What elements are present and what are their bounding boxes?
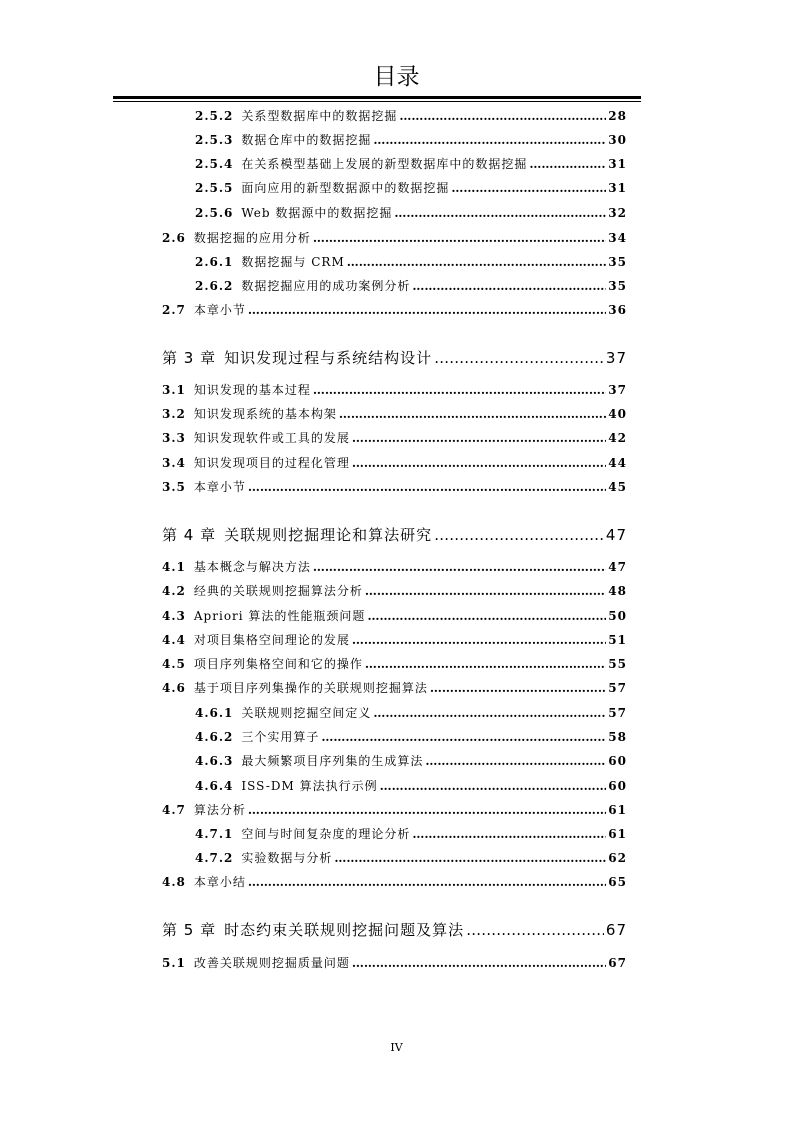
toc-entry[interactable]: 2.6.2 数据挖掘应用的成功案例分析 ………………………………………………………………………………………………………………………………………………………… 35 <box>195 278 627 294</box>
leader-dots <box>434 348 604 368</box>
toc-entry[interactable]: 4.7 算法分析 ………………………………………………………………………………………………………………………………………………………… 61 <box>162 802 627 818</box>
leader-dots <box>365 583 606 599</box>
leader-dots <box>394 205 606 221</box>
leader-dots <box>339 406 606 422</box>
leader-dots <box>352 430 606 446</box>
toc-entry[interactable]: 3.5 本章小节 ………………………………………………………………………………………………………………………………………………………… 45 <box>162 479 627 495</box>
toc-chapter-entry[interactable]: 第 5 章 时态约束关联规则挖掘问题及算法 ………………………………………………………………………………………………………………………………………………………… 67 <box>162 920 627 940</box>
toc-entry[interactable]: 2.5.2 关系型数据库中的数据挖掘 ………………………………………………………………………………………………………………………………………………………… 28 <box>195 108 627 124</box>
leader-dots <box>373 132 606 148</box>
toc-entry[interactable]: 4.8 本章小结 ………………………………………………………………………………………………………………………………………………………… 65 <box>162 874 627 890</box>
leader-dots <box>451 180 606 196</box>
toc-entry[interactable]: 2.5.5 面向应用的新型数据源中的数据挖掘 ………………………………………………………………………………………………………………………………………………………… 31 <box>195 180 627 196</box>
toc-entry[interactable]: 4.1 基本概念与解决方法 ………………………………………………………………………………………………………………………………………………………… 47 <box>162 559 627 575</box>
toc-entry[interactable]: 3.4 知识发现项目的过程化管理 ………………………………………………………………………………………………………………………………………………………… 44 <box>162 455 627 471</box>
leader-dots <box>466 920 604 940</box>
toc-entry[interactable]: 2.5.6 Web 数据源中的数据挖掘 ………………………………………………………………………………………………………………………………………………………… 32 <box>195 205 627 221</box>
toc-entry[interactable]: 4.4 对项目集格空间理论的发展 ………………………………………………………………………………………………………………………………………………………… 51 <box>162 632 627 648</box>
leader-dots <box>399 108 606 124</box>
leader-dots <box>313 382 606 398</box>
toc-entry[interactable]: 2.7 本章小节 ………………………………………………………………………………………………………………………………………………………… 36 <box>162 302 627 318</box>
toc-entry[interactable]: 4.6.1 关联规则挖掘空间定义 ………………………………………………………………………………………………………………………………………………………… 57 <box>195 705 627 721</box>
leader-dots <box>248 802 606 818</box>
toc-entry[interactable]: 4.6.2 三个实用算子 ………………………………………………………………………………………………………………………………………………………… 58 <box>195 729 627 745</box>
leader-dots <box>430 680 606 696</box>
toc-chapter-entry[interactable]: 第 4 章 关联规则挖掘理论和算法研究 ………………………………………………………………………………………………………………………………………………………… 47 <box>162 525 627 545</box>
leader-dots <box>367 608 606 624</box>
toc-entry[interactable]: 4.6.3 最大频繁项目序列集的生成算法 ………………………………………………………………………………………………………………………………………………………… 60 <box>195 753 627 769</box>
leader-dots <box>248 479 606 495</box>
page-number: IV <box>390 1041 403 1054</box>
toc-entry[interactable]: 3.1 知识发现的基本过程 ………………………………………………………………………………………………………………………………………………………… 37 <box>162 382 627 398</box>
leader-dots <box>425 753 606 769</box>
leader-dots <box>248 874 606 890</box>
toc-entry[interactable]: 5.1 改善关联规则挖掘质量问题 ………………………………………………………………………………………………………………………………………………………… 67 <box>162 955 627 971</box>
leader-dots <box>313 230 606 246</box>
toc-entry[interactable]: 4.7.1 空间与时间复杂度的理论分析 ………………………………………………………………………………………………………………………………………………………… 61 <box>195 826 627 842</box>
toc-entry[interactable]: 4.2 经典的关联规则挖掘算法分析 ………………………………………………………………………………………………………………………………………………………… 48 <box>162 583 627 599</box>
leader-dots <box>352 455 606 471</box>
toc-entry[interactable]: 2.5.3 数据仓库中的数据挖掘 ………………………………………………………………………………………………………………………………………………………… 30 <box>195 132 627 148</box>
leader-dots <box>352 632 606 648</box>
toc-entry[interactable]: 2.5.4 在关系模型基础上发展的新型数据库中的数据挖掘 ………………………………………………………………………………………………………………………………………………………… 31 <box>195 156 627 172</box>
leader-dots <box>412 826 606 842</box>
toc-entry[interactable]: 3.2 知识发现系统的基本构架 ………………………………………………………………………………………………………………………………………………………… 40 <box>162 406 627 422</box>
leader-dots <box>365 656 606 672</box>
leader-dots <box>334 850 606 866</box>
toc-entry[interactable]: 4.6 基于项目序列集操作的关联规则挖掘算法 ………………………………………………………………………………………………………………………………………………………… 57 <box>162 680 627 696</box>
toc-entry[interactable]: 4.5 项目序列集格空间和它的操作 ………………………………………………………………………………………………………………………………………………………… 55 <box>162 656 627 672</box>
toc-entry[interactable]: 2.6.1 数据挖掘与 CRM ………………………………………………………………………………………………………………………………………………………… 35 <box>195 254 627 270</box>
leader-dots <box>313 559 606 575</box>
toc-entry[interactable]: 4.3 Apriori 算法的性能瓶颈问题 ………………………………………………………………………………………………………………………………………………………… 50 <box>162 608 627 624</box>
leader-dots <box>248 302 606 318</box>
toc-entry[interactable]: 4.7.2 实验数据与分析 ………………………………………………………………………………………………………………………………………………………… 62 <box>195 850 627 866</box>
leader-dots <box>380 778 607 794</box>
leader-dots <box>347 254 607 270</box>
toc-chapter-entry[interactable]: 第 3 章 知识发现过程与系统结构设计 ………………………………………………………………………………………………………………………………………………………… 37 <box>162 348 627 368</box>
leader-dots <box>529 156 606 172</box>
leader-dots <box>434 525 604 545</box>
toc-entry[interactable]: 4.6.4 ISS-DM 算法执行示例 ………………………………………………………………………………………………………………………………………………………… 60 <box>195 778 627 794</box>
leader-dots <box>412 278 606 294</box>
leader-dots <box>352 955 606 971</box>
toc-entry[interactable]: 3.3 知识发现软件或工具的发展 ………………………………………………………………………………………………………………………………………………………… 42 <box>162 430 627 446</box>
leader-dots <box>373 705 606 721</box>
page-title: 目录 <box>373 64 420 90</box>
toc-entry[interactable]: 2.6 数据挖掘的应用分析 ………………………………………………………………………………………………………………………………………………………… 34 <box>162 230 627 246</box>
leader-dots <box>321 729 606 745</box>
